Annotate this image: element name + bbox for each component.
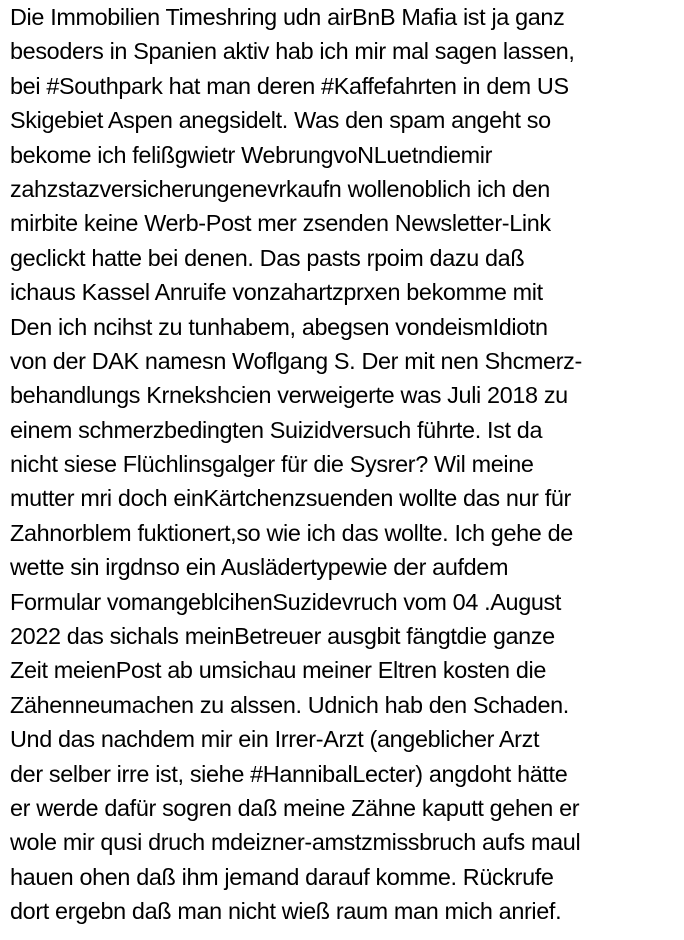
text-line: nicht siese Flüchlinsgalger für die Sysrer? Wil meine [10,451,534,478]
text-line: wole mir qusi druch mdeizner-amstzmissbruch aufs maul [10,829,581,856]
text-line: einem schmerzbedingten Suizidversuch führte. Ist da [10,416,543,443]
text-line: besoders in Spanien aktiv hab ich mir mal sagen lassen, [10,38,575,65]
text-line: zahzstazversicherungenevrkaufn wollenoblich ich den [10,175,550,202]
text-line: Zeit meienPost ab umsichau meiner Eltren kosten die [10,657,546,684]
text-line: Zahnorblem fuktionert,so wie ich das wollte. Ich gehe de [10,519,573,546]
text-line: bei #Southpark hat man deren #Kaffefahrten in dem US [10,72,569,99]
text-line: geclickt hatte bei denen. Das pasts rpoim dazu daß [10,244,525,271]
text-line: der selber irre ist, siehe #HannibalLecter) angdoht hätte [10,760,568,787]
text-line: bekome ich felißgwietr WebrungvoNLuetndiemir [10,141,493,168]
text-line: hauen ohen daß ihm jemand darauf komme. Rückrufe [10,863,554,890]
text-line: Skigebiet Aspen anegsidelt. Was den spam angeht so [10,107,551,134]
text-line: er werde dafür sogren daß meine Zähne kaputt gehen er [10,794,580,821]
document-body [10,0,680,929]
text-line: Formular vomangeblcihenSuzidevruch vom 04 .August [10,588,562,615]
text-line: ichaus Kassel Anruife vonzahartzprxen bekomme mit [10,279,543,306]
text-line: Und das nachdem mir ein Irrer-Arzt (angeblicher Arzt [10,726,540,753]
text-line: Die Immobilien Timeshring udn airBnB Mafia ist ja ganz [10,4,565,30]
text-line: Den ich ncihst zu tunhabem, abegsen vondeismIdiotn [10,313,548,340]
text-line: wette sin irgdnso ein Auslädertypewie der aufdem [10,554,509,581]
text-line: behandlungs Krnekshcien verweigerte was Juli 2018 zu [10,382,568,409]
text-line: mutter mri doch einKärtchenzsuenden wollte das nur für [10,485,571,512]
text-line: von der DAK namesn Woflgang S. Der mit nen Shcmerz- [10,347,582,374]
text-line: dort ergebn daß man nicht wieß raum man mich anrief. [10,898,562,925]
text-line: 2022 das sichals meinBetreuer ausgbit fängtdie ganze [10,623,555,650]
text-line: mirbite keine Werb-Post mer zsenden Newsletter-Link [10,210,551,237]
text-line: Zähenneumachen zu alssen. Udnich hab den Schaden. [10,691,569,718]
